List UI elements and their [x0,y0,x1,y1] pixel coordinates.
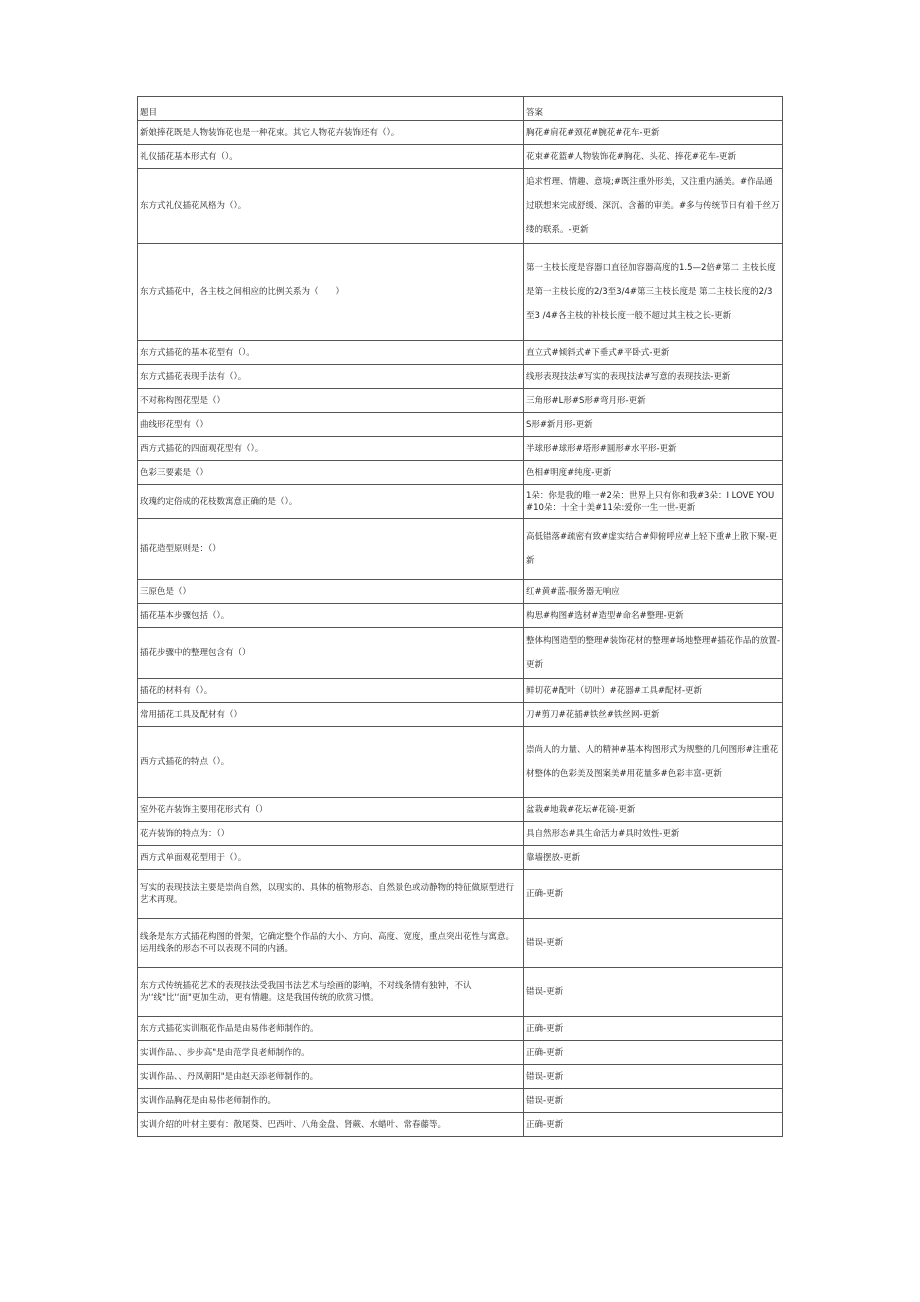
question-cell: 写实的表现技法主要是崇尚自然，以现实的、具体的植物形态、自然景色或动静物的特征做原型进行艺术再现。 [138,870,524,919]
answer-cell: 正确-更新 [524,1017,783,1041]
question-cell: 实训作品、、步步高"是由范学良老师制作的。 [138,1041,524,1065]
question-cell: 新娘捧花既是人物装饰花也是一种花束。其它人物花卉装饰还有（）。 [138,121,524,145]
table-row [138,703,783,727]
table-row [138,121,783,145]
table-row [138,628,783,679]
answer-cell: 花束#花篮#人物装饰花#胸花、头花、捧花#花车-更新 [524,145,783,169]
table-row [138,519,783,580]
table-row [138,822,783,846]
question-cell: 曲线形花型有（） [138,413,524,437]
table-row [138,1113,783,1137]
answer-cell: 构思#构图#选材#造型#命名#整理-更新 [524,604,783,628]
answer-cell: 错误-更新 [524,968,783,1017]
question-cell: 玫瑰约定俗成的花枝数寓意正确的是（）。 [138,485,524,519]
table-row [138,679,783,703]
table-row [138,1017,783,1041]
answer-cell: 正确-更新 [524,1113,783,1137]
question-cell: 实训介绍的叶材主要有：散尾葵、巴西叶、八角金盘、肾蕨、水蜡叶、常春藤等。 [138,1113,524,1137]
answer-cell: 错误-更新 [524,919,783,968]
table-row [138,846,783,870]
question-cell: 不对称构图花型是（） [138,389,524,413]
question-cell: 东方式插花实训瓶花作品是由易伟老师制作的。 [138,1017,524,1041]
table-row [138,461,783,485]
answer-cell: 高低错落#疏密有致#虚实结合#仰俯呼应#上轻下重#上散下聚-更新 [524,519,783,580]
question-cell: 西方式插花的四面观花型有（）。 [138,437,524,461]
answer-cell: 三角形#L形#S形#弯月形-更新 [524,389,783,413]
question-cell: 色彩三要素是（） [138,461,524,485]
answer-cell: 靠墙摆放-更新 [524,846,783,870]
question-cell: 东方式插花中，各主枝之间相应的比例关系为（ ） [138,244,524,341]
question-cell: 东方式传统插花艺术的表现技法受我国书法艺术与绘画的影响，不对线条情有独钟，不认为'‘线"比'‘面"更加生动，更有情趣。这是我国传统的欣赏习惯。 [138,968,524,1017]
table-row [138,244,783,341]
table-row [138,389,783,413]
answer-cell: 线形表现技法#写实的表现技法#写意的表现技法-更新 [524,365,783,389]
answer-cell: 第一主枝长度是容器口直径加容器高度的1.5—2倍#第二 主枝长度是第一主枝长度的2/3至3/4#第三主枝长度是 第二主枝长度的2/3至3 /4#各主枝的补枝长度一般不超过其主枝之长-更新 [524,244,783,341]
table-row [138,919,783,968]
answer-cell: 1朵：你是我的唯一#2朵：世界上只有你和我#3朵：I LOVE YOU#10朵：十全十美#11朵:爱你一生一世-更新 [524,485,783,519]
question-cell: 插花基本步骤包括（）。 [138,604,524,628]
answer-cell: 崇尚人的力量、人的精神#基本构图形式为规整的几何图形#注重花材整体的色彩美及图案美#用花量多#色彩丰富-更新 [524,727,783,798]
answer-cell: 刀#剪刀#花插#铁丝#铁丝网-更新 [524,703,783,727]
answer-cell: 正确-更新 [524,1041,783,1065]
question-cell: 插花的材料有（）。 [138,679,524,703]
answer-header: 答案 [524,97,783,121]
question-header: 题目 [138,97,524,121]
question-cell: 插花造型原则是：（） [138,519,524,580]
table-row [138,870,783,919]
question-cell: 实训作品胸花是由易伟老师制作的。 [138,1089,524,1113]
question-cell: 东方式礼仪插花风格为（）。 [138,169,524,244]
answer-cell: 具自然形态#具生命活力#具时效性-更新 [524,822,783,846]
table-row [138,485,783,519]
answer-cell: 半球形#球形#塔形#圆形#水平形-更新 [524,437,783,461]
answer-cell: 错误-更新 [524,1089,783,1113]
table-row [138,580,783,604]
table-row [138,437,783,461]
question-cell: 常用插花工具及配材有（） [138,703,524,727]
answer-cell: 鲜切花#配叶（切叶）#花器#工具#配材-更新 [524,679,783,703]
header-row [138,97,783,121]
question-cell: 西方式单面观花型用于（）。 [138,846,524,870]
answer-cell: 盆栽#地栽#花坛#花镜-更新 [524,798,783,822]
table-row [138,798,783,822]
question-cell: 东方式插花表现手法有（）。 [138,365,524,389]
question-cell: 插花步骤中的整理包含有（） [138,628,524,679]
table-row [138,1041,783,1065]
question-cell: 花卉装饰的特点为：（） [138,822,524,846]
answer-cell: 追求哲理、情趣、意境;#既注重外形美，又注重内涵美。#作品通过联想来完成舒缓、深沉、含蓄的审美。#多与传统节日有着千丝万缕的联系。-更新 [524,169,783,244]
qa-table-container [137,96,782,1137]
table-row [138,1065,783,1089]
answer-cell: 直立式#倾斜式#下垂式#平卧式-更新 [524,341,783,365]
answer-cell: 红#黄#蓝-服务器无响应 [524,580,783,604]
table-row [138,968,783,1017]
table-row [138,145,783,169]
answer-cell: 整体构图造型的整理#装饰花材的整理#场地整理#插花作品的放置-更新 [524,628,783,679]
question-cell: 实训作品、、丹凤朝阳"是由赵天添老师制作的。 [138,1065,524,1089]
table-row [138,604,783,628]
answer-cell: 胸花#肩花#颈花#腕花#花车-更新 [524,121,783,145]
question-cell: 三原色是（） [138,580,524,604]
table-row [138,727,783,798]
question-cell: 室外花卉装饰主要用花形式有（） [138,798,524,822]
table-row [138,169,783,244]
answer-cell: 错误-更新 [524,1065,783,1089]
table-row [138,413,783,437]
answer-cell: 正确-更新 [524,870,783,919]
question-cell: 西方式插花的特点（）。 [138,727,524,798]
table-row [138,365,783,389]
table-row [138,341,783,365]
answer-cell: S形#新月形-更新 [524,413,783,437]
question-cell: 线条是东方式插花构图的骨架，它确定整个作品的大小、方向、高度、宽度，重点突出花性与寓意。运用线条的形态不可以表现不同的内涵。 [138,919,524,968]
qa-table [137,96,783,1137]
table-row [138,1089,783,1113]
question-cell: 东方式插花的基本花型有（）。 [138,341,524,365]
question-cell: 礼仪插花基本形式有（）。 [138,145,524,169]
answer-cell: 色相#明度#纯度-更新 [524,461,783,485]
